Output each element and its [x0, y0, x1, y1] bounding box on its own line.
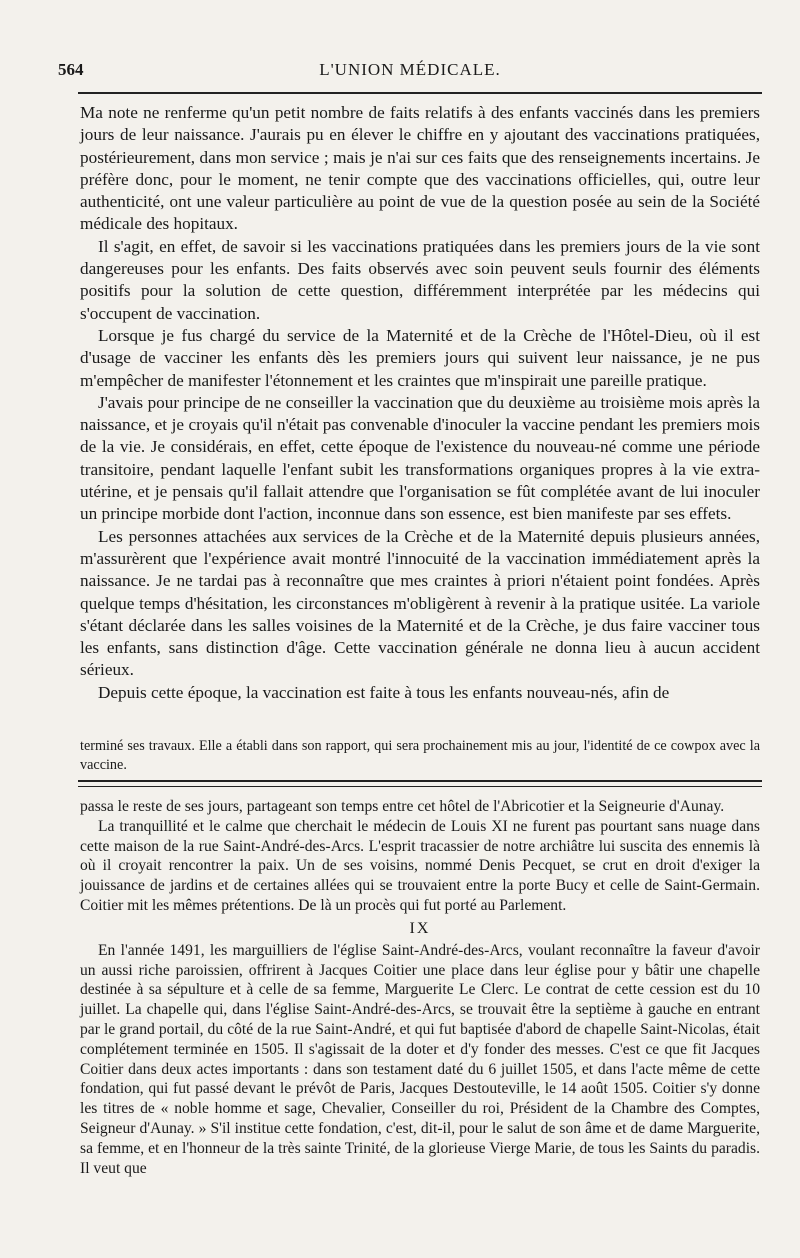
- main-paragraph: Depuis cette époque, la vaccination est faite à tous les enfants nouveau-nés, afin de: [98, 682, 670, 702]
- main-paragraph: Ma note ne renferme qu'un petit nombre de faits relatifs à des enfants vaccinés dans les premiers jours de leur naissance. J'aurais pu en élever le chiffre en y ajoutant des vaccinations pratiquées, postérieurement, dans mon service ; mais je n'ai sur ces faits que des renseignements incertains. Je préfère donc, pour le moment, ne tenir compte que des vaccinations officielles, qui, outre leur authenticité, ont une valeur particulière au point de vue de la question posée au sein de la Société médicale des hopitaux.: [80, 103, 760, 234]
- feuilleton-paragraph: En l'année 1491, les marguilliers de l'église Saint-André-des-Arcs, voulant reconnaître la faveur d'avoir un aussi riche paroissien, offrirent à Jacques Coitier une place dans leur église pour y bâtir une chapelle destinée à sa sépulture et à celle de sa femme, Marguerite Le Clerc. Le contrat de cette cession est du 10 juillet. La chapelle qui, dans l'église Saint-André-des-Arcs, se trouvait être la septième à gauche en entrant par le grand portail, du côté de la rue Saint-André, et qui fut baptisée d'abord de chapelle Saint-Nicolas, était complétement terminée en 1505. Il s'agissait de la doter et d'y fonder des messes. C'est ce que fit Jacques Coitier dans deux actes importants : dans son testament daté du 6 juillet 1505, et dans l'acte même de cette fondation, qui fut passé devant le prévôt de Paris, Jacques Destouteville, le 14 août 1505. Coitier s'y donne les titres de « noble homme et sage, Chevalier, Conseiller du roi, Président de la Chambre des Comptes, Seigneur d'Aunay. » S'il institue cette fondation, c'est, dit-il, pour le salut de son âme et de dame Marguerite, sa femme, et en l'honneur de la très sainte Trinité, de la glorieuse Vierge Marie, de tous les Saints du paradis. Il veut que: [80, 941, 760, 1177]
- footnote: [80, 737, 760, 774]
- section-heading: IX: [409, 919, 431, 937]
- running-head: L'UNION MÉDICALE.: [319, 60, 501, 79]
- feuilleton-text: [80, 797, 760, 1178]
- main-text: [80, 102, 760, 704]
- header-rule: [78, 92, 762, 94]
- main-paragraph: Lorsque je fus chargé du service de la Maternité et de la Crèche de l'Hôtel-Dieu, où il est d'usage de vacciner les enfants dès les premiers jours qui suivent leur naissance, je ne pus m'empêcher de manifester l'étonnement et les craintes que m'inspirait une pareille pratique.: [80, 325, 760, 390]
- feuilleton-rule-top: [78, 780, 762, 782]
- feuilleton-rule-bottom: [78, 786, 762, 787]
- footnote-text: terminé ses travaux. Elle a établi dans son rapport, qui sera prochainement mis au jour, l'identité de ce cowpox avec la vaccine.: [80, 738, 760, 773]
- main-paragraph: J'avais pour principe de ne conseiller la vaccination que du deuxième au troisième mois après la naissance, et je croyais qu'il n'était pas convenable d'inoculer la vaccine pendant les premiers mois de la vie. Je considérais, en effet, cette époque de l'existence du nouveau-né comme une période transitoire, pendant laquelle l'enfant subit les transformations organiques propres à la vie extra-utérine, et je pensais qu'il fallait attendre que l'organisation se fût complétée avant de lui inoculer un principe morbide dont l'action, inconnue dans son essence, est bien manifeste par ses effets.: [80, 392, 760, 524]
- feuilleton-paragraph: La tranquillité et le calme que cherchait le médecin de Louis XI ne furent pas pourtant sans nuage dans cette maison de la rue Saint-André-des-Arcs. L'esprit tracassier de notre archiâtre lui suscita des ennemis là où il croyait rencontrer la paix. Un de ses voisins, nommé Denis Pecquet, se crut en droit d'exiger la jouissance de jardins et de certaines allées qui se trouvaient entre la porte Bucy et celle de Saint-Germain. Coitier mit les mêmes prétentions. De là un procès qui fut porté au Parlement.: [80, 817, 760, 914]
- page-number: 564: [58, 60, 84, 79]
- feuilleton-paragraph: passa le reste de ses jours, partageant son temps entre cet hôtel de l'Abricotier et la Seigneurie d'Aunay.: [80, 798, 725, 815]
- main-paragraph: Il s'agit, en effet, de savoir si les vaccinations pratiquées dans les premiers jours de la vie sont dangereuses pour les enfants. Des faits observés avec soin peuvent seuls fournir des éléments positifs pour la solution de cette question, différemment interprétée par les médecins qui s'occupent de vaccination.: [80, 236, 760, 323]
- page-header: [58, 60, 762, 86]
- main-paragraph: Les personnes attachées aux services de la Crèche et de la Maternité depuis plusieurs années, m'assurèrent que l'expérience avait montré l'innocuité de la vaccination immédiatement après la naissance. Je ne tardai pas à reconnaître que mes craintes à priori n'étaient point fondées. Après quelque temps d'hésitation, les circonstances m'obligèrent à revenir à la pratique usitée. La variole s'étant déclarée dans les salles voisines de la Maternité et de la Crèche, je dus faire vacciner tous les enfants, sans distinction d'âge. Cette vaccination générale ne donna lieu à aucun accident sérieux.: [80, 526, 760, 680]
